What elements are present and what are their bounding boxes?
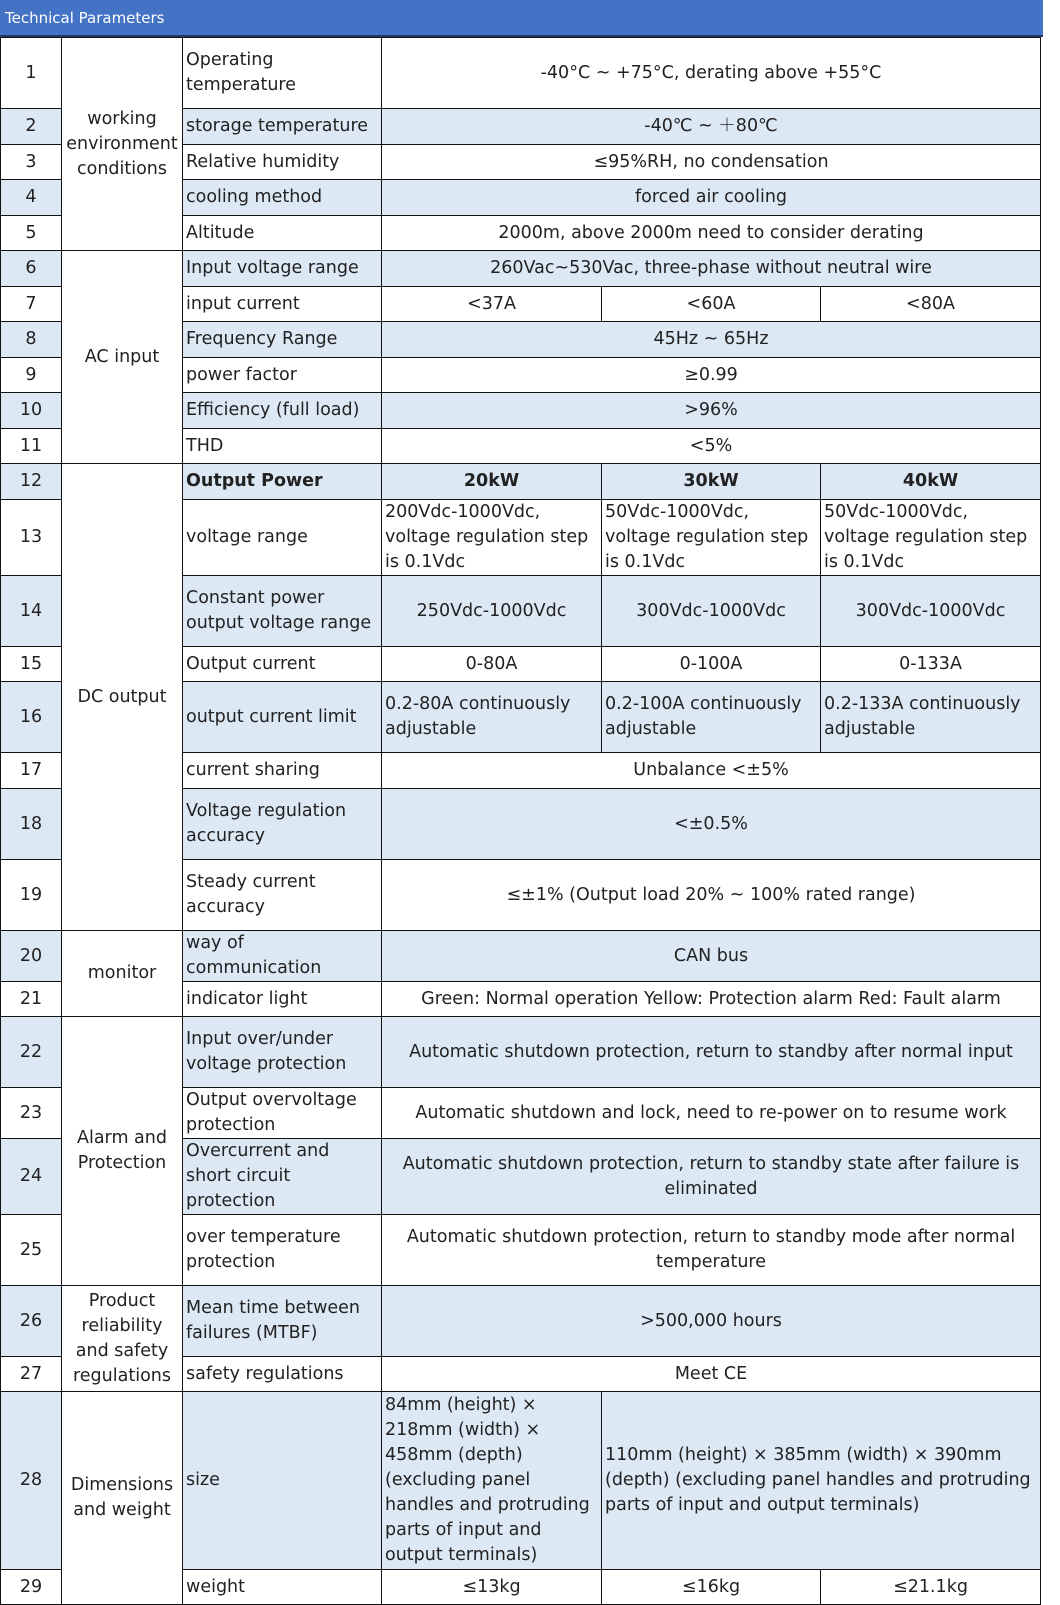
table-row [1, 464, 1041, 500]
parameter-value: Green: Normal operation Yellow: Protection alarm Red: Fault alarm [382, 982, 1041, 1017]
row-number: 8 [1, 322, 62, 358]
parameter-value: forced air cooling [382, 180, 1041, 216]
parameter-name: Output current [183, 647, 382, 682]
value-30kw: <60A [602, 287, 821, 322]
parameter-name: over temperature protection [183, 1215, 382, 1286]
technical-parameters-table [0, 37, 1041, 1605]
parameter-value: 45Hz ~ 65Hz [382, 322, 1041, 358]
parameter-name: indicator light [183, 982, 382, 1017]
parameter-name: power factor [183, 358, 382, 393]
value-20kw: 250Vdc-1000Vdc [382, 576, 602, 647]
group-label: AC input [62, 251, 183, 464]
value-40kw: 40kW [821, 464, 1041, 500]
parameter-name: storage temperature [183, 109, 382, 145]
parameter-name: input current [183, 287, 382, 322]
row-number: 27 [1, 1357, 62, 1392]
parameter-value: Automatic shutdown protection, return to standby after normal input [382, 1017, 1041, 1088]
row-number: 18 [1, 789, 62, 860]
parameter-name: Frequency Range [183, 322, 382, 358]
parameter-name: Overcurrent and short circuit protection [183, 1139, 382, 1215]
value-40kw: 0.2-133A continuously adjustable [821, 682, 1041, 753]
value-40kw: <80A [821, 287, 1041, 322]
parameter-value: <5% [382, 429, 1041, 464]
row-number: 14 [1, 576, 62, 647]
row-number: 24 [1, 1139, 62, 1215]
table-row [1, 1392, 1041, 1570]
parameter-value: 2000m, above 2000m need to consider derating [382, 216, 1041, 251]
table-row [1, 1017, 1041, 1088]
row-number: 9 [1, 358, 62, 393]
value-40kw: 300Vdc-1000Vdc [821, 576, 1041, 647]
value-20kw: 0.2-80A continuously adjustable [382, 682, 602, 753]
table-row [1, 38, 1041, 109]
row-number: 12 [1, 464, 62, 500]
row-number: 26 [1, 1286, 62, 1357]
table-row [1, 931, 1041, 982]
row-number: 20 [1, 931, 62, 982]
parameter-name: Operating temperature [183, 38, 382, 109]
parameter-name: Mean time between failures (MTBF) [183, 1286, 382, 1357]
table-title: Technical Parameters [5, 9, 165, 27]
row-number: 7 [1, 287, 62, 322]
row-number: 21 [1, 982, 62, 1017]
parameter-value: >96% [382, 393, 1041, 429]
parameter-name: Efficiency (full load) [183, 393, 382, 429]
value-30kw: ≤16kg [602, 1570, 821, 1605]
parameter-value: 260Vac~530Vac, three-phase without neutral wire [382, 251, 1041, 287]
parameter-name: safety regulations [183, 1357, 382, 1392]
table-title-bar [0, 0, 1043, 37]
parameter-value: Automatic shutdown protection, return to standby mode after normal temperature [382, 1215, 1041, 1286]
value-20kw: 200Vdc-1000Vdc, voltage regulation step is 0.1Vdc [382, 500, 602, 576]
group-label: working environment conditions [62, 38, 183, 251]
parameter-value: Automatic shutdown and lock, need to re-power on to resume work [382, 1088, 1041, 1139]
value-20kw: 84mm (height) × 218mm (width) × 458mm (depth) (excluding panel handles and protruding parts of input and output terminals) [382, 1392, 602, 1570]
parameter-value: ≤95%RH, no condensation [382, 145, 1041, 180]
parameter-value: Meet CE [382, 1357, 1041, 1392]
value-20kw: 20kW [382, 464, 602, 500]
value-30kw: 300Vdc-1000Vdc [602, 576, 821, 647]
parameter-name: Output overvoltage protection [183, 1088, 382, 1139]
value-40kw: 50Vdc-1000Vdc, voltage regulation step is 0.1Vdc [821, 500, 1041, 576]
value-20kw: <37A [382, 287, 602, 322]
parameter-value: Automatic shutdown protection, return to standby state after failure is eliminated [382, 1139, 1041, 1215]
parameter-name: THD [183, 429, 382, 464]
parameter-name: weight [183, 1570, 382, 1605]
value-20kw: ≤13kg [382, 1570, 602, 1605]
group-label: DC output [62, 464, 183, 931]
value-30kw: 30kW [602, 464, 821, 500]
parameter-value: >500,000 hours [382, 1286, 1041, 1357]
row-number: 4 [1, 180, 62, 216]
row-number: 25 [1, 1215, 62, 1286]
parameter-name: Steady current accuracy [183, 860, 382, 931]
value-30kw: 0.2-100A continuously adjustable [602, 682, 821, 753]
parameter-value: -40°C ~ +75°C, derating above +55°C [382, 38, 1041, 109]
group-label: Dimensions and weight [62, 1392, 183, 1605]
value-30kw: 0-100A [602, 647, 821, 682]
value-40kw: 0-133A [821, 647, 1041, 682]
parameter-value: CAN bus [382, 931, 1041, 982]
row-number: 29 [1, 1570, 62, 1605]
row-number: 22 [1, 1017, 62, 1088]
group-label: monitor [62, 931, 183, 1017]
parameter-name: voltage range [183, 500, 382, 576]
parameter-value: ≥0.99 [382, 358, 1041, 393]
row-number: 15 [1, 647, 62, 682]
parameter-name: output current limit [183, 682, 382, 753]
value-30kw: 50Vdc-1000Vdc, voltage regulation step is 0.1Vdc [602, 500, 821, 576]
row-number: 5 [1, 216, 62, 251]
parameter-name: Output Power [183, 464, 382, 500]
parameter-name: current sharing [183, 753, 382, 789]
group-label: Product reliability and safety regulations [62, 1286, 183, 1392]
parameter-name: size [183, 1392, 382, 1570]
row-number: 6 [1, 251, 62, 287]
parameter-value: <±0.5% [382, 789, 1041, 860]
parameter-name: Altitude [183, 216, 382, 251]
row-number: 1 [1, 38, 62, 109]
value-20kw: 0-80A [382, 647, 602, 682]
row-number: 10 [1, 393, 62, 429]
value-40kw: ≤21.1kg [821, 1570, 1041, 1605]
parameter-name: way of communication [183, 931, 382, 982]
parameter-name: Constant power output voltage range [183, 576, 382, 647]
parameter-name: Input over/under voltage protection [183, 1017, 382, 1088]
row-number: 28 [1, 1392, 62, 1570]
row-number: 2 [1, 109, 62, 145]
row-number: 13 [1, 500, 62, 576]
row-number: 3 [1, 145, 62, 180]
table-row [1, 251, 1041, 287]
parameter-name: Voltage regulation accuracy [183, 789, 382, 860]
group-label: Alarm and Protection [62, 1017, 183, 1286]
row-number: 16 [1, 682, 62, 753]
row-number: 11 [1, 429, 62, 464]
row-number: 17 [1, 753, 62, 789]
value-30-40kw: 110mm (height) × 385mm (width) × 390mm (depth) (excluding panel handles and protruding parts of input and output terminals) [602, 1392, 1041, 1570]
row-number: 23 [1, 1088, 62, 1139]
parameter-value: Unbalance <±5% [382, 753, 1041, 789]
parameter-value: -40℃ ~ ＋80℃ [382, 109, 1041, 145]
table-row [1, 1286, 1041, 1357]
parameter-name: Input voltage range [183, 251, 382, 287]
row-number: 19 [1, 860, 62, 931]
parameter-value: ≤±1% (Output load 20% ~ 100% rated range) [382, 860, 1041, 931]
parameter-name: cooling method [183, 180, 382, 216]
parameter-name: Relative humidity [183, 145, 382, 180]
